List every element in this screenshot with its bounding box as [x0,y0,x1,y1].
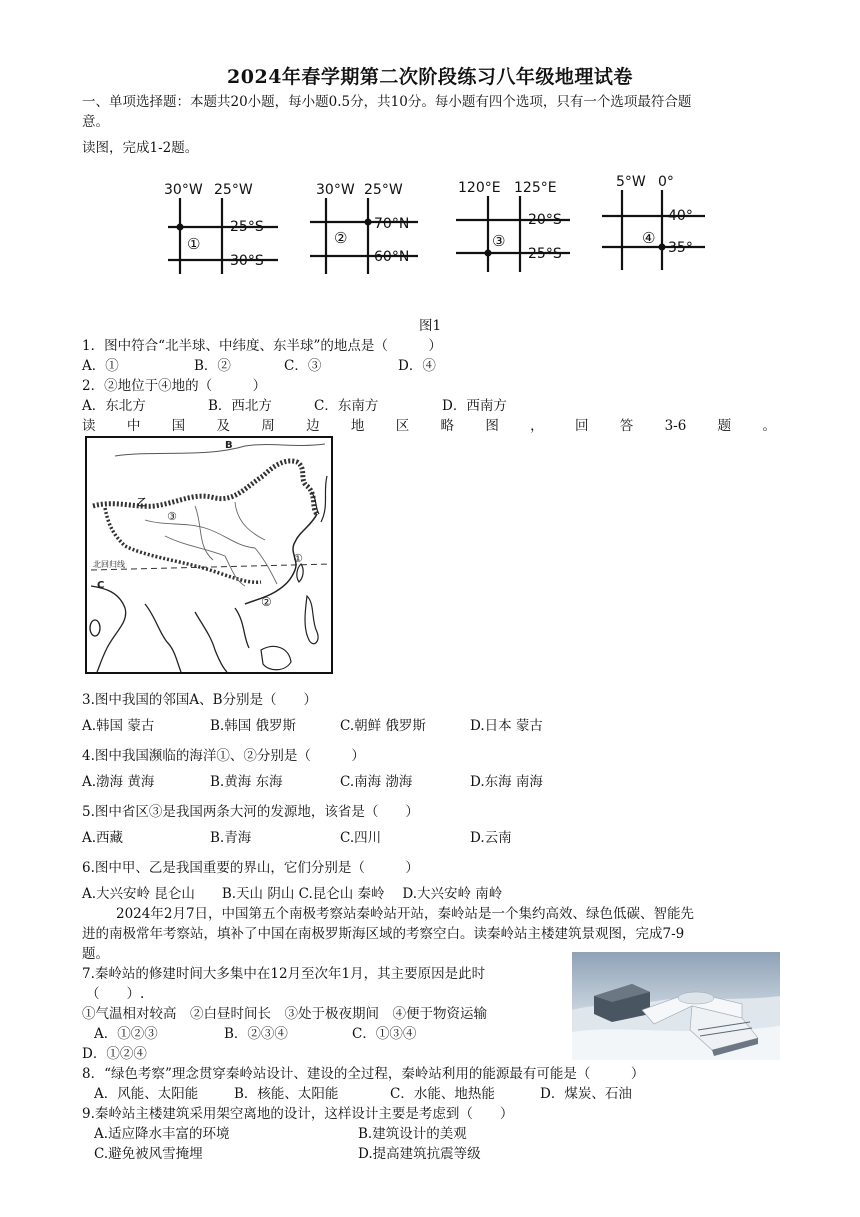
q7-options-row [82,1024,562,1044]
intro-char: 3-6 [664,418,687,434]
q4-option-c[interactable]: C.南海 渤海 [340,774,413,790]
q7-option-c[interactable]: C．①③④ [352,1026,417,1042]
q9-option-b[interactable]: B.建筑设计的美观 [358,1126,467,1142]
intro-char: 周 [261,418,275,434]
map-mark-1: ① [293,552,303,565]
grid3-lon1: 120°E [458,180,501,196]
grid1-lon1: 30°W [164,182,203,198]
q2-option-b[interactable]: B．西北方 [208,398,272,414]
q9-option-a[interactable]: A.适应降水丰富的环境 [94,1126,230,1142]
grid3-lon2: 125°E [514,180,557,196]
china-map [85,436,335,676]
grid3-mark: ③ [492,232,506,250]
q3-option-a[interactable]: A.韩国 蒙古 [82,718,155,734]
q2-option-d[interactable]: D．西南方 [442,398,507,414]
intro-char: 国 [171,418,186,434]
q6-stem: 6.图中甲、乙是我国重要的界山，它们分别是（ ） [82,860,419,876]
qinling-station-photo [572,952,780,1060]
q5-options [82,828,782,848]
figure-1-grids [150,172,720,282]
q7-stem: 7.秦岭站的修建时间大多集中在12月至次年1月，其主要原因是此时 [82,966,486,982]
grid1-lat1: 25°S [230,219,264,235]
grid1-lon2: 25°W [214,182,253,198]
figure-1-caption: 图1 [418,318,442,334]
map-label-b: B [225,440,233,451]
q4-options [82,772,782,792]
q5-option-a[interactable]: A.西藏 [82,830,124,846]
q8-option-c[interactable]: C．水能、地热能 [390,1086,495,1102]
intro-char: 读 [82,418,96,434]
q1-options [82,356,782,376]
map-label-z: 乙 [137,498,147,509]
q3-stem: 3.图中我国的邻国A、B分别是（ ） [82,692,318,708]
section-header-cont: 意。 [82,114,109,130]
intro-char: 地 [350,418,365,434]
grid2-lat1: 70°N [374,216,410,232]
q9-option-d[interactable]: D.提高建筑抗震等级 [358,1146,481,1162]
intro-char: 回 [574,418,589,434]
intro-char: ， [530,418,544,434]
q9-option-c[interactable]: C.避免被风雪掩埋 [94,1146,203,1162]
intro-char: 及 [216,418,230,434]
page-title: 2024年春学期第二次阶段练习八年级地理试卷 [227,66,633,88]
q5-stem: 5.图中省区③是我国两条大河的发源地，该省是（ ） [82,804,419,820]
grid4-mark: ④ [642,229,656,247]
intro-3-6 [82,416,776,436]
grid3-lat2: 25°S [528,246,562,262]
q4-option-a[interactable]: A.渤海 黄海 [82,774,155,790]
q1-option-a[interactable]: A．① [82,358,119,374]
map-label-tropic: 北回归线 [93,560,125,569]
q6-options[interactable]: A.大兴安岭 昆仑山 B.天山 阴山 C.昆仑山 秦岭 D.大兴安岭 南岭 [82,886,503,902]
q1-option-c[interactable]: C．③ [284,358,322,374]
intro-char: 边 [306,418,320,434]
q3-option-c[interactable]: C.朝鲜 俄罗斯 [340,718,426,734]
passage-line-2: 进的南极常年考察站，填补了中国在南极罗斯海区域的考察空白。读秦岭站主楼建筑景观图，完成7-9 [82,926,685,942]
q7-option-a[interactable]: A．①②③ [94,1026,158,1042]
q5-option-c[interactable]: C.四川 [340,830,382,846]
q8-option-a[interactable]: A．风能、太阳能 [94,1086,199,1102]
grid1-mark: ① [187,235,201,253]
section-header: 一、单项选择题：本题共20小题，每小题0.5分，共10分。每小题有四个选项，只有一个选项最符合题 [82,94,692,110]
q5-option-d[interactable]: D.云南 [470,830,512,846]
q8-options [82,1084,782,1104]
grid1-lat2: 30°S [230,253,264,269]
q4-option-b[interactable]: B.黄海 东海 [210,774,283,790]
intro-char: 。 [762,418,776,434]
intro-char: 答 [619,418,634,434]
q3-option-b[interactable]: B.韩国 俄罗斯 [210,718,297,734]
q2-stem: 2．②地位于④地的（ ） [82,378,267,394]
grid4-lat1: 40° [668,208,693,224]
q1-option-d[interactable]: D．④ [398,358,436,374]
q4-stem: 4.图中我国濒临的海洋①、②分别是（ ） [82,748,365,764]
grid2-mark: ② [334,229,348,247]
intro-1-2: 读图，完成1-2题。 [82,140,199,156]
intro-char: 略 [440,418,454,434]
grid2-lon1: 30°W [316,182,355,198]
grid3-lat1: 20°S [528,212,562,228]
intro-char: 图 [485,418,499,434]
grid4-lon2: 0° [658,174,674,190]
grid2-lon2: 25°W [364,182,403,198]
passage-line-1: 2024年2月7日，中国第五个南极考察站秦岭站开站，秦岭站是一个集约高效、绿色低碳、智能先 [116,906,695,922]
q2-option-c[interactable]: C．东南方 [314,398,379,414]
q8-option-b[interactable]: B．核能、太阳能 [234,1086,339,1102]
q3-option-d[interactable]: D.日本 蒙古 [470,718,543,734]
q1-stem: 1．图中符合“北半球、中纬度、东半球”的地点是（ ） [82,338,442,354]
q8-option-d[interactable]: D．煤炭、石油 [540,1086,632,1102]
intro-char: 中 [126,418,141,434]
q7-items: ①气温相对较高 ②白昼时间长 ③处于极夜期间 ④便于物资运输 [82,1006,487,1022]
q9-options-row1 [82,1124,782,1144]
q1-option-b[interactable]: B．② [194,358,231,374]
q5-option-b[interactable]: B.青海 [210,830,252,846]
q9-stem: 9.秦岭站主楼建筑采用架空离地的设计，这样设计主要是考虑到（ ） [82,1106,514,1122]
q7-option-d[interactable]: D．①②④ [82,1046,147,1062]
q7-stem-cont: （ ）. [86,986,145,1002]
q7-option-b[interactable]: B．②③④ [224,1026,288,1042]
grid4-lon1: 5°W [616,174,646,190]
q2-options [82,396,782,416]
map-label-c: C [97,580,105,591]
q3-options [82,716,782,736]
intro-char: 区 [395,418,410,434]
q8-stem: 8．“绿色考察”理念贯穿秦岭站设计、建设的全过程，秦岭站利用的能源最有可能是（ ） [82,1066,645,1082]
intro-char: 题 [717,418,732,434]
passage-line-3: 题。 [82,946,109,962]
q4-option-d[interactable]: D.东海 南海 [470,774,543,790]
map-mark-2: ② [261,595,272,609]
map-mark-3: ③ [167,510,177,523]
grid4-lat2: 35° [668,240,693,256]
q9-options-row2 [82,1144,782,1164]
grid2-lat2: 60°N [374,249,410,265]
q2-option-a[interactable]: A．东北方 [82,398,146,414]
